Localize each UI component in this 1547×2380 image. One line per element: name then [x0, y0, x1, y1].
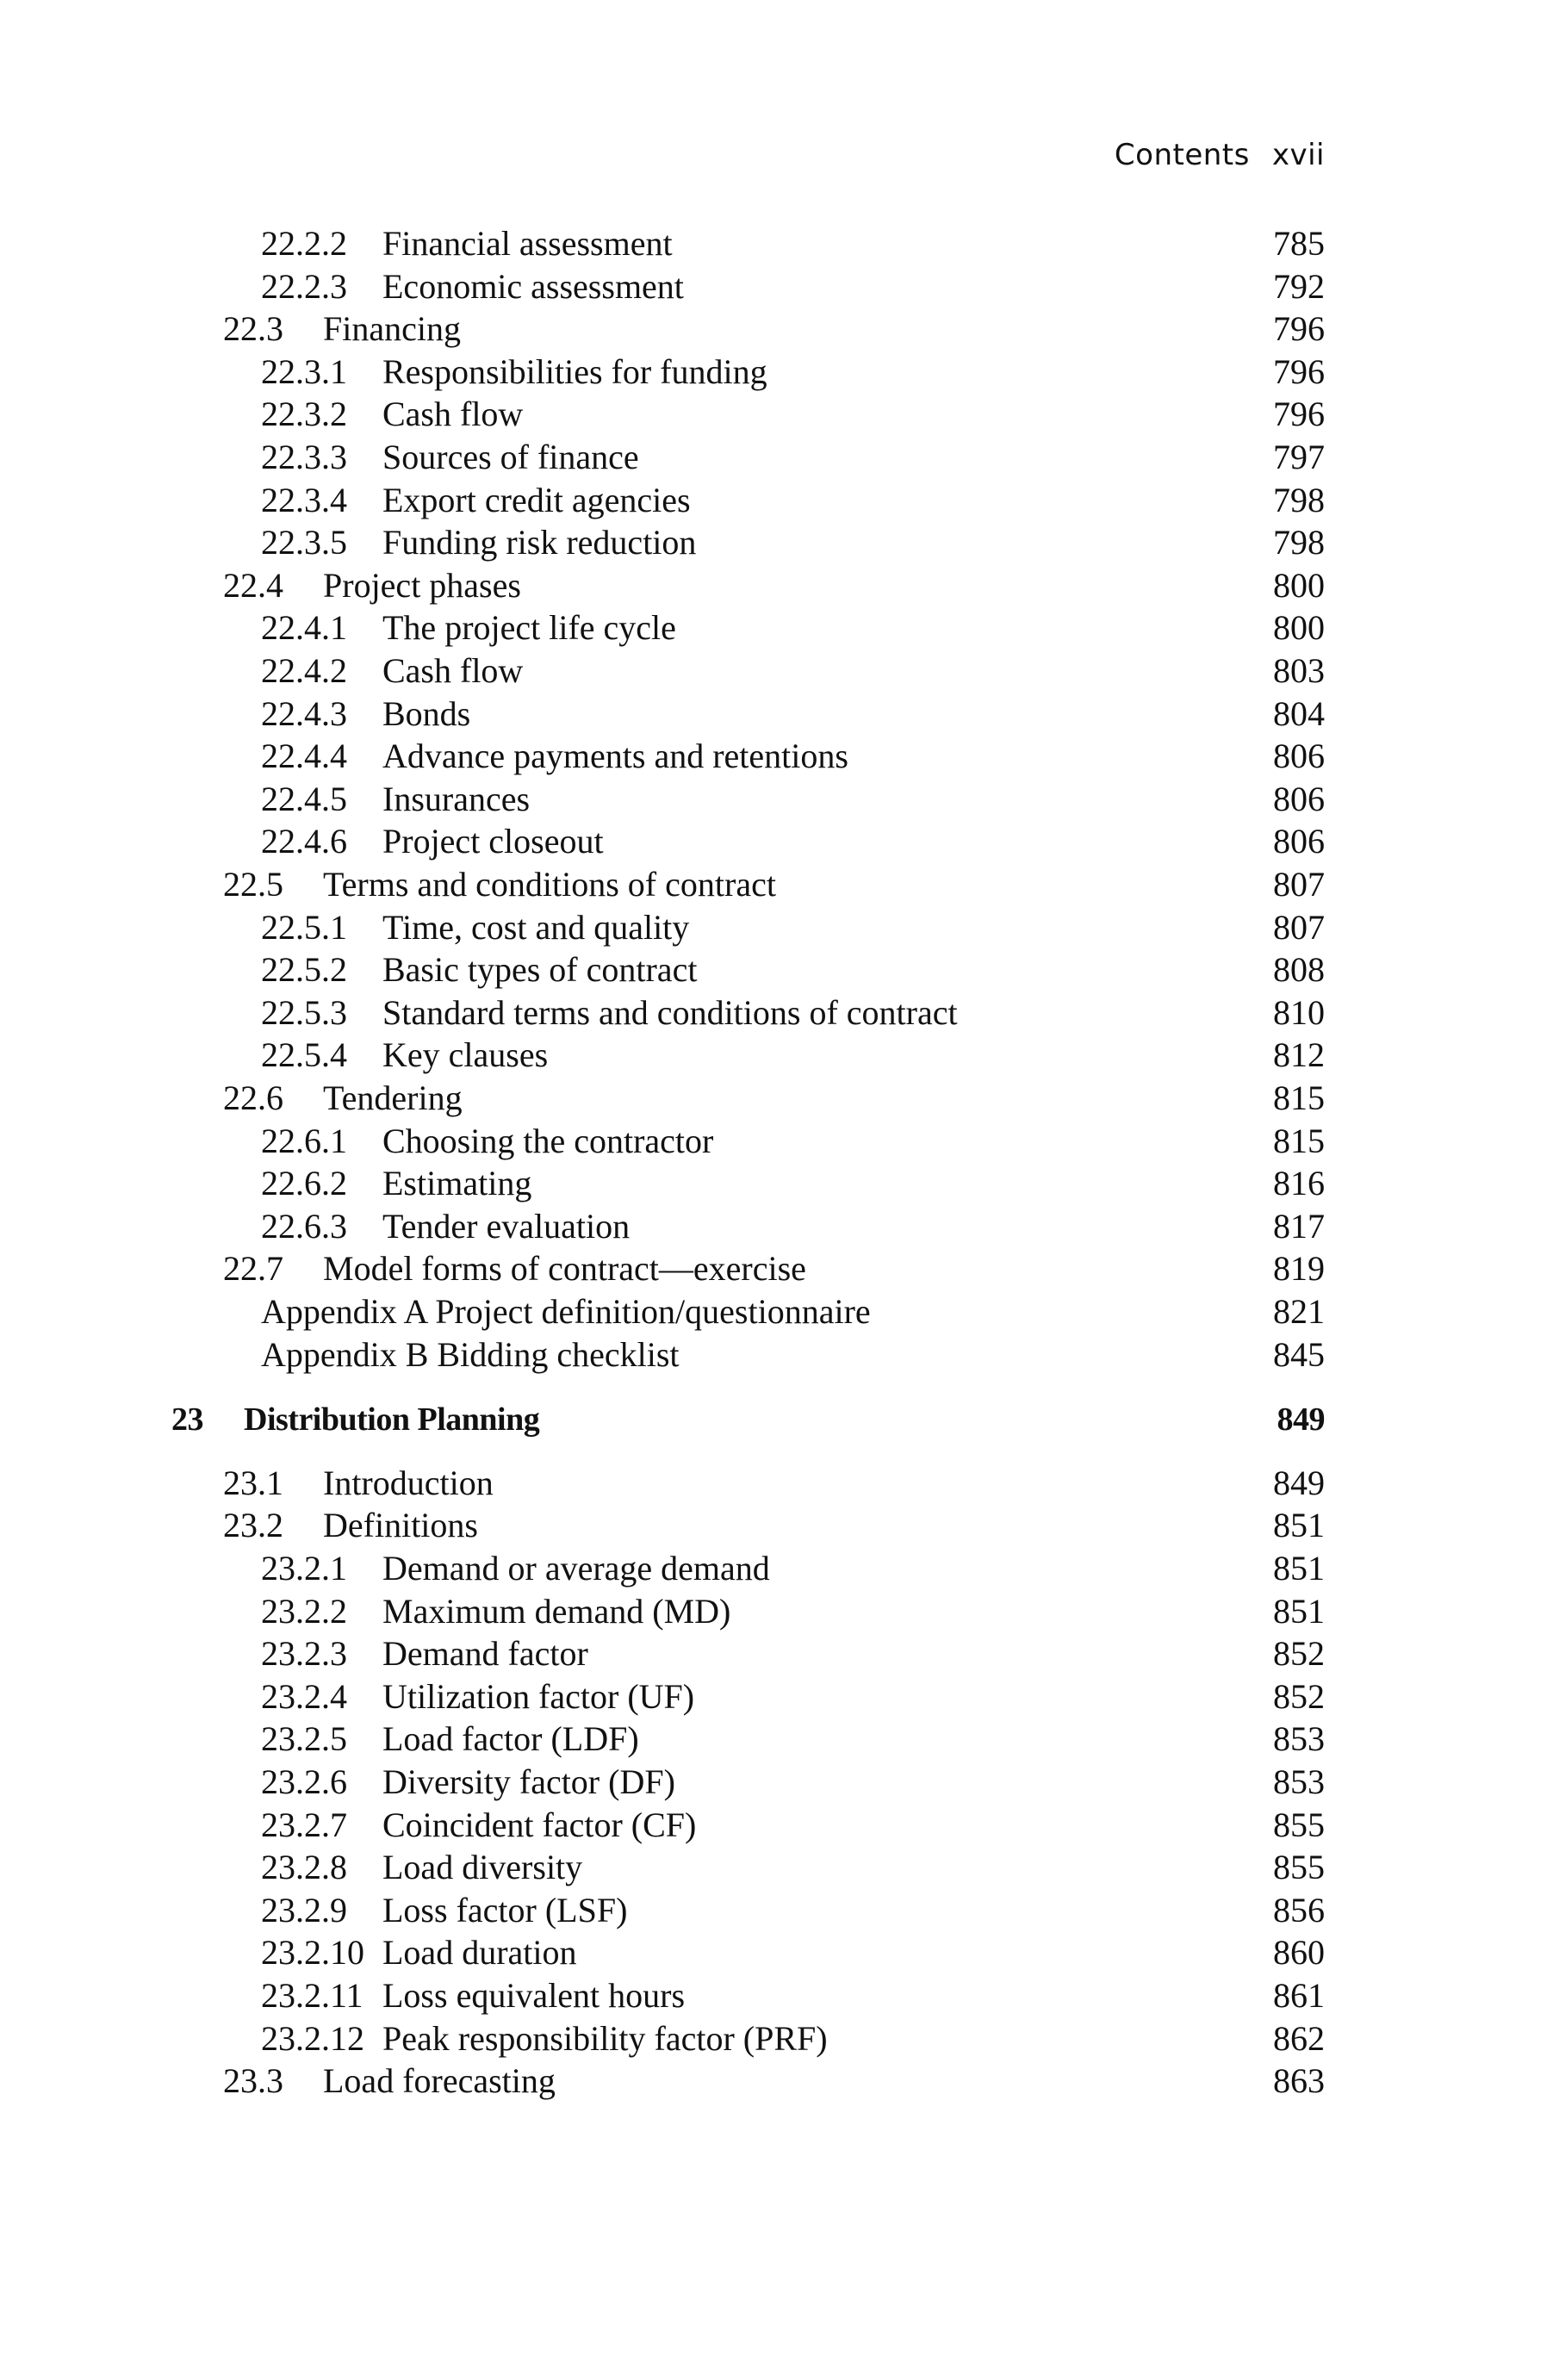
toc-entry-number: 23.2.6 [261, 1762, 347, 1801]
toc-entry [0, 649, 1547, 693]
toc-entry-number: 22.6.1 [261, 1122, 347, 1160]
toc-entry [0, 948, 1547, 991]
toc-entry [0, 820, 1547, 863]
toc-entry-title: Project phases [323, 566, 521, 605]
toc-entry-page: 798 [1273, 523, 1325, 562]
toc-entry-number: 23.2.12 [261, 2019, 364, 2058]
toc-entry-number: 22.3.2 [261, 395, 347, 433]
toc-entry-title: Bonds [382, 694, 471, 733]
toc-entry [0, 436, 1547, 479]
toc-entry-title: Export credit agencies [382, 481, 691, 519]
toc-entry [0, 1761, 1547, 1804]
toc-entry-title: Appendix A Project definition/questionnaire [261, 1292, 871, 1331]
toc-entry-number: 22.6.3 [261, 1207, 347, 1246]
toc-entry-number: 23.2.8 [261, 1848, 347, 1886]
toc-entry-page: 808 [1273, 950, 1325, 989]
toc-entry [0, 906, 1547, 949]
toc-entry-page: 853 [1273, 1762, 1325, 1801]
toc-entry-title: Basic types of contract [382, 950, 698, 989]
toc-entry-title: Responsibilities for funding [382, 352, 767, 391]
toc-entry [0, 521, 1547, 564]
toc-entry-page: 863 [1273, 2061, 1325, 2100]
toc-entry-number: 23.2.1 [261, 1549, 347, 1588]
running-head [1115, 138, 1325, 172]
toc-entry-number: 22.5.2 [261, 950, 347, 989]
toc-entry-page: 798 [1273, 481, 1325, 519]
toc-entry [0, 735, 1547, 778]
toc-entry-title: Demand or average demand [382, 1549, 770, 1588]
toc-entry-number: 23.2.9 [261, 1891, 347, 1929]
toc-entry-number: 22.2.3 [261, 267, 347, 306]
toc-entry-title: Loss factor (LSF) [382, 1891, 628, 1929]
toc-entry-number: 23.2.5 [261, 1719, 347, 1758]
toc-entry [0, 1290, 1547, 1333]
toc-entry-title: Terms and conditions of contract [323, 865, 776, 904]
toc-entry [0, 1120, 1547, 1163]
toc-entry [0, 308, 1547, 351]
toc-entry-number: 23.1 [223, 1463, 283, 1502]
toc-entry-title: Funding risk reduction [382, 523, 697, 562]
toc-entry-title: Time, cost and quality [382, 908, 690, 947]
toc-entry-page: 861 [1273, 1976, 1325, 2015]
toc-entry-number: 22.4.4 [261, 736, 347, 775]
toc-entry [0, 1162, 1547, 1205]
toc-entry [0, 1931, 1547, 1974]
toc-entry-page: 806 [1273, 822, 1325, 861]
toc-entry-page: 851 [1273, 1549, 1325, 1588]
toc-entry [0, 351, 1547, 394]
toc-entry-number: 22.3.4 [261, 481, 347, 519]
toc-entry [0, 693, 1547, 736]
toc-entry-title: Tender evaluation [382, 1207, 631, 1246]
toc-entry [0, 1547, 1547, 1590]
toc-entry-page: 785 [1273, 224, 1325, 263]
toc-entry [0, 1804, 1547, 1847]
toc-entry [0, 1675, 1547, 1718]
toc-entry-number: 22.2.2 [261, 224, 347, 263]
toc-entry-page: 804 [1273, 694, 1325, 733]
toc-entry-number: 22.5 [223, 865, 283, 904]
toc-entry-title: Demand factor [382, 1634, 588, 1673]
toc-entry [0, 778, 1547, 821]
toc-entry-title: Model forms of contract—exercise [323, 1249, 806, 1288]
toc-entry-title: Economic assessment [382, 267, 684, 306]
toc-entry-title: The project life cycle [382, 608, 676, 647]
toc-entry-page: 797 [1273, 438, 1325, 476]
toc-entry-page: 819 [1273, 1249, 1325, 1288]
toc-entry [0, 564, 1547, 607]
toc-entry-number: 22.5.1 [261, 908, 347, 947]
toc-entry [0, 1718, 1547, 1761]
toc-entry [0, 1077, 1547, 1120]
toc-entry [0, 393, 1547, 436]
toc-entry-title: Sources of finance [382, 438, 639, 476]
toc-entry-title: Insurances [382, 780, 531, 818]
toc-entry [0, 479, 1547, 522]
toc-entry-title: Introduction [323, 1463, 494, 1502]
toc-entry-title: Coincident factor (CF) [382, 1805, 697, 1844]
toc-entry-page: 849 [1273, 1463, 1325, 1502]
toc-entry [0, 2060, 1547, 2103]
toc-entry-title: Cash flow [382, 651, 524, 690]
toc-entry-number: 22.4 [223, 566, 283, 605]
toc-entry-number: 22.4.5 [261, 780, 347, 818]
toc-entry-page: 796 [1273, 395, 1325, 433]
toc-entry-page: 852 [1273, 1634, 1325, 1673]
toc-entry-page: 855 [1273, 1805, 1325, 1844]
toc-entry-page: 853 [1273, 1719, 1325, 1758]
running-head-label: Contents [1114, 138, 1250, 172]
toc-entry-number: 23.3 [223, 2061, 283, 2100]
toc-entry-page: 803 [1273, 651, 1325, 690]
toc-entry [0, 1632, 1547, 1675]
toc-entry-page: 796 [1273, 352, 1325, 391]
toc-entry [0, 1974, 1547, 2017]
toc-entry-page: 815 [1273, 1122, 1325, 1160]
toc-entry-number: 23.2.11 [261, 1976, 363, 2015]
toc-entry [0, 265, 1547, 308]
toc-entry-title: Peak responsibility factor (PRF) [382, 2019, 828, 2058]
toc-entry [0, 2017, 1547, 2060]
toc-entry-number: 22.5.3 [261, 993, 347, 1032]
toc-entry-page: 806 [1273, 780, 1325, 818]
toc-entry-title: Advance payments and retentions [382, 736, 848, 775]
toc-entry-number: 23.2.7 [261, 1805, 347, 1844]
toc-entry-number: 22.3 [223, 309, 283, 348]
toc-entry-page: 815 [1273, 1078, 1325, 1117]
toc-entry-page: 849 [1277, 1401, 1325, 1438]
toc-entry-page: 796 [1273, 309, 1325, 348]
toc-entry-page: 821 [1273, 1292, 1325, 1331]
toc-entry-title: Key clauses [382, 1035, 549, 1074]
toc-entry-title: Load factor (LDF) [382, 1719, 639, 1758]
toc-entry-number: 22.5.4 [261, 1035, 347, 1074]
toc-entry-title: Distribution Planning [244, 1401, 540, 1438]
toc-entry [0, 1846, 1547, 1889]
toc-entry-number: 22.6.2 [261, 1164, 347, 1202]
toc-entry-title: Maximum demand (MD) [382, 1592, 731, 1631]
toc-entry [0, 991, 1547, 1035]
toc-entry [0, 1889, 1547, 1932]
toc-entry-title: Load diversity [382, 1848, 583, 1886]
toc-entry-title: Definitions [323, 1506, 478, 1544]
toc-entry [0, 1504, 1547, 1547]
toc-entry-number: 23.2.2 [261, 1592, 347, 1631]
toc-entry-number: 22.3.1 [261, 352, 347, 391]
toc-entry-title: Choosing the contractor [382, 1122, 714, 1160]
toc-entry-title: Utilization factor (UF) [382, 1677, 695, 1716]
running-head-page-number: xvii [1271, 138, 1325, 172]
toc-entry [0, 222, 1547, 265]
toc-entry-page: 860 [1273, 1933, 1325, 1972]
toc-entry-page: 851 [1273, 1592, 1325, 1631]
toc-entry-page: 856 [1273, 1891, 1325, 1929]
toc-entry-number: 23.2.3 [261, 1634, 347, 1673]
toc-entry-page: 812 [1273, 1035, 1325, 1074]
toc-entry-number: 23 [171, 1401, 203, 1438]
toc-entry-page: 851 [1273, 1506, 1325, 1544]
toc-entry-page: 810 [1273, 993, 1325, 1032]
toc-entry-title: Load forecasting [323, 2061, 556, 2100]
toc-entry-title: Diversity factor (DF) [382, 1762, 675, 1801]
toc-entry [0, 1333, 1547, 1376]
toc-entry-page: 800 [1273, 608, 1325, 647]
toc-entry-number: 22.3.5 [261, 523, 347, 562]
toc-entry-title: Appendix B Bidding checklist [261, 1335, 680, 1374]
toc-entry-title: Loss equivalent hours [382, 1976, 686, 2015]
toc-entry-number: 23.2.10 [261, 1933, 364, 1972]
toc-entry-page: 807 [1273, 865, 1325, 904]
toc-entry [0, 1462, 1547, 1505]
toc-entry-number: 23.2 [223, 1506, 283, 1544]
toc-entry-title: Financial assessment [382, 224, 673, 263]
toc-entry-page: 792 [1273, 267, 1325, 306]
toc-entry-number: 22.3.3 [261, 438, 347, 476]
toc-entry-page: 862 [1273, 2019, 1325, 2058]
toc-entry-number: 22.4.6 [261, 822, 347, 861]
toc-entry-number: 22.4.1 [261, 608, 347, 647]
toc-entry [0, 1034, 1547, 1077]
toc-entry-page: 855 [1273, 1848, 1325, 1886]
toc-entry [0, 1205, 1547, 1248]
toc-entry-page: 845 [1273, 1335, 1325, 1374]
toc-chapter-heading [0, 1398, 1547, 1441]
toc-entry-page: 807 [1273, 908, 1325, 947]
toc-entry-title: Estimating [382, 1164, 532, 1202]
toc-entry [0, 863, 1547, 906]
toc-entry [0, 606, 1547, 649]
toc-entry [0, 1247, 1547, 1290]
toc-entry-title: Load duration [382, 1933, 577, 1972]
toc-entry-page: 816 [1273, 1164, 1325, 1202]
toc-entry [0, 1590, 1547, 1633]
toc-entry-number: 22.4.3 [261, 694, 347, 733]
toc-entry-title: Cash flow [382, 395, 524, 433]
toc-entry-page: 800 [1273, 566, 1325, 605]
toc-entry-number: 22.6 [223, 1078, 283, 1117]
toc-entry-title: Financing [323, 309, 461, 348]
toc-entry-page: 806 [1273, 736, 1325, 775]
toc-entry-title: Tendering [323, 1078, 463, 1117]
toc-entry-title: Standard terms and conditions of contract [382, 993, 958, 1032]
toc-entry-page: 817 [1273, 1207, 1325, 1246]
toc-entry-number: 22.7 [223, 1249, 283, 1288]
toc-entry-number: 23.2.4 [261, 1677, 347, 1716]
toc-entry-page: 852 [1273, 1677, 1325, 1716]
toc-entry-title: Project closeout [382, 822, 604, 861]
toc-entry-number: 22.4.2 [261, 651, 347, 690]
